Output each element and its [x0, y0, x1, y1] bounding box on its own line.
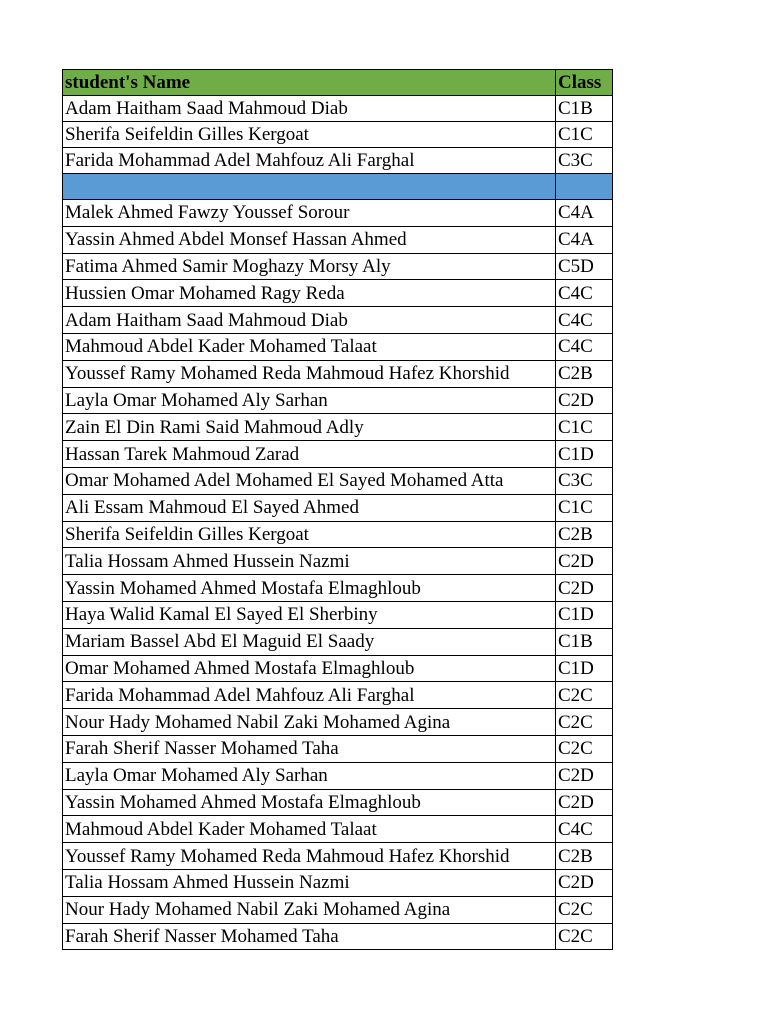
class-cell[interactable]: C2C: [556, 682, 613, 709]
student-name-cell[interactable]: Talia Hossam Ahmed Hussein Nazmi: [63, 548, 556, 575]
class-cell[interactable]: C1D: [556, 441, 613, 468]
class-cell[interactable]: C2B: [556, 360, 613, 387]
class-cell[interactable]: C3C: [556, 148, 613, 174]
table-row: [63, 601, 613, 628]
separator-group: [63, 174, 613, 200]
class-cell[interactable]: C2D: [556, 548, 613, 575]
table-row: [63, 148, 613, 174]
student-name-cell[interactable]: Farida Mohammad Adel Mahfouz Ali Farghal: [63, 682, 556, 709]
class-cell[interactable]: C2D: [556, 575, 613, 602]
table-row: [63, 360, 613, 387]
student-name-cell[interactable]: Yassin Mohamed Ahmed Mostafa Elmaghloub: [63, 575, 556, 602]
table-row: [63, 789, 613, 816]
student-name-cell[interactable]: Nour Hady Mohamed Nabil Zaki Mohamed Agina: [63, 896, 556, 923]
class-cell[interactable]: C1D: [556, 655, 613, 682]
table-row: [63, 467, 613, 494]
table-row: [63, 682, 613, 709]
student-name-cell[interactable]: Fatima Ahmed Samir Moghazy Morsy Aly: [63, 253, 556, 280]
student-name-cell[interactable]: Omar Mohamed Adel Mohamed El Sayed Mohamed Atta: [63, 467, 556, 494]
student-name-cell[interactable]: Omar Mohamed Ahmed Mostafa Elmaghloub: [63, 655, 556, 682]
table-row: [63, 923, 613, 950]
separator-class-cell[interactable]: [556, 174, 613, 200]
table-row: [63, 494, 613, 521]
class-column-header[interactable]: Class: [556, 70, 613, 96]
student-name-cell[interactable]: Nour Hady Mohamed Nabil Zaki Mohamed Agina: [63, 709, 556, 736]
student-name-cell[interactable]: Hussien Omar Mohamed Ragy Reda: [63, 280, 556, 307]
separator-name-cell[interactable]: [63, 174, 556, 200]
student-name-cell[interactable]: Layla Omar Mohamed Aly Sarhan: [63, 762, 556, 789]
class-cell[interactable]: C5D: [556, 253, 613, 280]
table-row: [63, 628, 613, 655]
student-name-cell[interactable]: Adam Haitham Saad Mahmoud Diab: [63, 96, 556, 122]
table-row: [63, 548, 613, 575]
student-class-table: [62, 69, 613, 950]
table-row: [63, 655, 613, 682]
student-name-cell[interactable]: Mariam Bassel Abd El Maguid El Saady: [63, 628, 556, 655]
student-name-cell[interactable]: Haya Walid Kamal El Sayed El Sherbiny: [63, 601, 556, 628]
table-row: [63, 387, 613, 414]
table-row: [63, 96, 613, 122]
table-row: [63, 709, 613, 736]
class-cell[interactable]: C4A: [556, 226, 613, 253]
table-row: [63, 414, 613, 441]
table-row: [63, 869, 613, 896]
class-cell[interactable]: C4C: [556, 280, 613, 307]
table-row: [63, 441, 613, 468]
class-cell[interactable]: C2D: [556, 762, 613, 789]
student-name-cell[interactable]: Yassin Ahmed Abdel Monsef Hassan Ahmed: [63, 226, 556, 253]
class-cell[interactable]: C1B: [556, 96, 613, 122]
student-name-cell[interactable]: Yassin Mohamed Ahmed Mostafa Elmaghloub: [63, 789, 556, 816]
student-name-cell[interactable]: Sherifa Seifeldin Gilles Kergoat: [63, 122, 556, 148]
student-name-cell[interactable]: Layla Omar Mohamed Aly Sarhan: [63, 387, 556, 414]
class-cell[interactable]: C1C: [556, 414, 613, 441]
student-name-cell[interactable]: Farah Sherif Nasser Mohamed Taha: [63, 735, 556, 762]
student-name-cell[interactable]: Mahmoud Abdel Kader Mohamed Talaat: [63, 333, 556, 360]
class-cell[interactable]: C2B: [556, 521, 613, 548]
class-cell[interactable]: C2C: [556, 709, 613, 736]
table-row: [63, 762, 613, 789]
table-row: [63, 253, 613, 280]
separator-row: [63, 174, 613, 200]
table-row: [63, 843, 613, 870]
student-name-cell[interactable]: Sherifa Seifeldin Gilles Kergoat: [63, 521, 556, 548]
class-cell[interactable]: C2C: [556, 735, 613, 762]
class-cell[interactable]: C2C: [556, 896, 613, 923]
class-cell[interactable]: C4C: [556, 816, 613, 843]
class-cell[interactable]: C2D: [556, 789, 613, 816]
class-cell[interactable]: C2D: [556, 387, 613, 414]
class-cell[interactable]: C1C: [556, 122, 613, 148]
class-cell[interactable]: C4A: [556, 200, 613, 227]
student-rows-group: [63, 200, 613, 950]
student-name-cell[interactable]: Youssef Ramy Mohamed Reda Mahmoud Hafez Khorshid: [63, 360, 556, 387]
student-name-cell[interactable]: Adam Haitham Saad Mahmoud Diab: [63, 307, 556, 334]
student-name-column-header[interactable]: student's Name: [63, 70, 556, 96]
table-header-row: [63, 70, 613, 96]
table-row: [63, 333, 613, 360]
table-row: [63, 280, 613, 307]
table-row: [63, 735, 613, 762]
table-row: [63, 575, 613, 602]
student-name-cell[interactable]: Farah Sherif Nasser Mohamed Taha: [63, 923, 556, 950]
class-cell[interactable]: C3C: [556, 467, 613, 494]
top-rows-group: [63, 96, 613, 174]
class-cell[interactable]: C4C: [556, 307, 613, 334]
student-name-cell[interactable]: Ali Essam Mahmoud El Sayed Ahmed: [63, 494, 556, 521]
student-name-cell[interactable]: Zain El Din Rami Said Mahmoud Adly: [63, 414, 556, 441]
student-name-cell[interactable]: Talia Hossam Ahmed Hussein Nazmi: [63, 869, 556, 896]
class-cell[interactable]: C4C: [556, 333, 613, 360]
class-cell[interactable]: C1D: [556, 601, 613, 628]
table-row: [63, 816, 613, 843]
class-cell[interactable]: C1C: [556, 494, 613, 521]
student-name-cell[interactable]: Farida Mohammad Adel Mahfouz Ali Farghal: [63, 148, 556, 174]
student-name-cell[interactable]: Malek Ahmed Fawzy Youssef Sorour: [63, 200, 556, 227]
class-cell[interactable]: C2B: [556, 843, 613, 870]
student-name-cell[interactable]: Hassan Tarek Mahmoud Zarad: [63, 441, 556, 468]
table-row: [63, 307, 613, 334]
table-row: [63, 896, 613, 923]
class-cell[interactable]: C1B: [556, 628, 613, 655]
student-name-cell[interactable]: Mahmoud Abdel Kader Mohamed Talaat: [63, 816, 556, 843]
class-cell[interactable]: C2C: [556, 923, 613, 950]
table-row: [63, 122, 613, 148]
class-cell[interactable]: C2D: [556, 869, 613, 896]
table-row: [63, 521, 613, 548]
table-row: [63, 226, 613, 253]
student-name-cell[interactable]: Youssef Ramy Mohamed Reda Mahmoud Hafez Khorshid: [63, 843, 556, 870]
table-row: [63, 200, 613, 227]
